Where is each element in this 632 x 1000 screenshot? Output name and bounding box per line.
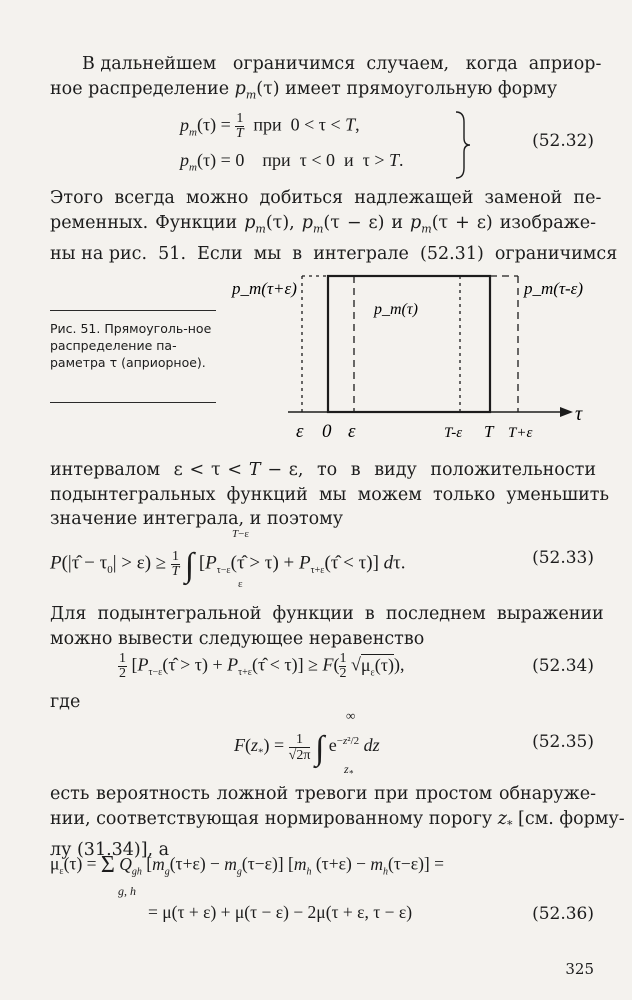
right-brace <box>452 110 472 180</box>
integral-upper-limit: T−ε <box>232 528 249 540</box>
tick-label: T-ε <box>444 425 463 441</box>
equation-52-33-body: P(|τ̂ − $\tau_0| > \varepsilon$) ≥ $\frac{1}{T}$ ∫ [$P_{\tau-\varepsilon}(\taû > \tau)$ + $P_{\tau+\varepsilon}(\taû < \tau)$] dτ. <box>50 547 406 584</box>
equation-52-32-row1: $p_m(\tau)$ = $\frac{1}{T}$ при 0 < τ < T, <box>180 111 360 141</box>
paragraph-3: интервалом ε < τ < T − ε, то в виду положительности подынтегральных функций мы можем только уменьшить значение интеграла, и поэтому <box>50 460 610 529</box>
equation-52-36-row2: = μ(τ + ε) + μ(τ − ε) − 2μ(τ + ε, τ − ε) <box>148 902 413 922</box>
equation-number: (52.32) <box>532 131 594 151</box>
page-number: 325 <box>565 960 594 978</box>
label-right: p_m(τ-ε) <box>524 279 584 298</box>
tick-label: T <box>484 422 494 441</box>
figure-caption: Рис. 51. Прямоуголь-ное распределение па-раметра τ (априорное). <box>50 321 212 370</box>
intro-paragraph: В дальнейшем ограничимся случаем, когда априор- ное распределение $p_m(\tau)$ имеет прямоугольную форму <box>50 54 602 101</box>
sum-index: g, h <box>118 884 136 898</box>
paragraph-5: есть вероятность ложной тревоги при простом обнаруже- нии, соответствующая нормированному порогу $z_*$ [см. форму- лу (31.34)], а <box>50 784 625 860</box>
equation-number: (52.36) <box>532 904 594 924</box>
tick-label: 0 <box>322 421 332 442</box>
prior-rectangle <box>328 276 490 412</box>
paragraph-4: Для подынтегральной функции в последнем выражении можно вывести следующее неравенство <box>50 604 604 649</box>
integral-lower-limit: $z_*$ <box>344 762 354 779</box>
integral-lower-limit: ε <box>238 578 243 590</box>
tick-label: T+ε <box>508 425 533 441</box>
equation-52-35-body: $F(z_*)$ = $\frac{1}{√2\pi}$ ∫ $e^{-z^2/2}$ dz <box>234 730 380 767</box>
caption-rule-bottom <box>50 402 216 403</box>
paragraph-2: Этого всегда можно добиться надлежащей заменой пе- ременных. Функции $p_m(\tau)$, $p_m(\tau - \varepsilon)$ и $p_m(\tau + \varepsilon)$ изображе- ны на рис. 51. Если мы в интеграле (52.31) ограничимся <box>50 188 618 264</box>
tick-label: ε <box>348 421 356 442</box>
label-center: p_m(τ) <box>374 301 418 318</box>
integral-upper-limit: ∞ <box>346 708 356 723</box>
tick-label: ε <box>296 421 304 442</box>
equation-number: (52.34) <box>532 656 594 676</box>
where-word: где <box>50 692 81 712</box>
figure-51-plot <box>228 262 598 452</box>
equation-52-36-row1: $\mu_\varepsilon(\tau) = \Sigma$ $Q_{gh}$ $[m_g(\tau+\varepsilon) - m_g(\tau-\varepsilon)]$ [$m_h$ $(\tau+\varepsilon) - m_h(\tau-\varepsilon)$] = <box>50 852 445 878</box>
equation-number: (52.33) <box>532 548 594 568</box>
equation-number: (52.35) <box>532 732 594 752</box>
axis-arrow-icon <box>560 407 573 417</box>
caption-rule-top <box>50 310 216 311</box>
axis-label: τ <box>575 403 583 425</box>
equation-52-34-body: $\frac{1}{2}$ [$P_{\tau-\varepsilon}(\taû > \tau)$ + $P_{\tau+\varepsilon}(\taû < \tau)] \ge F$( $\frac{1}{2}$ $√\mu_\varepsilon(\tau)$), <box>119 651 405 681</box>
label-left: p_m(τ+ε) <box>232 279 297 298</box>
equation-52-32-row2: $p_m(\tau) = 0$ при τ < 0 и τ > T. <box>180 150 404 174</box>
